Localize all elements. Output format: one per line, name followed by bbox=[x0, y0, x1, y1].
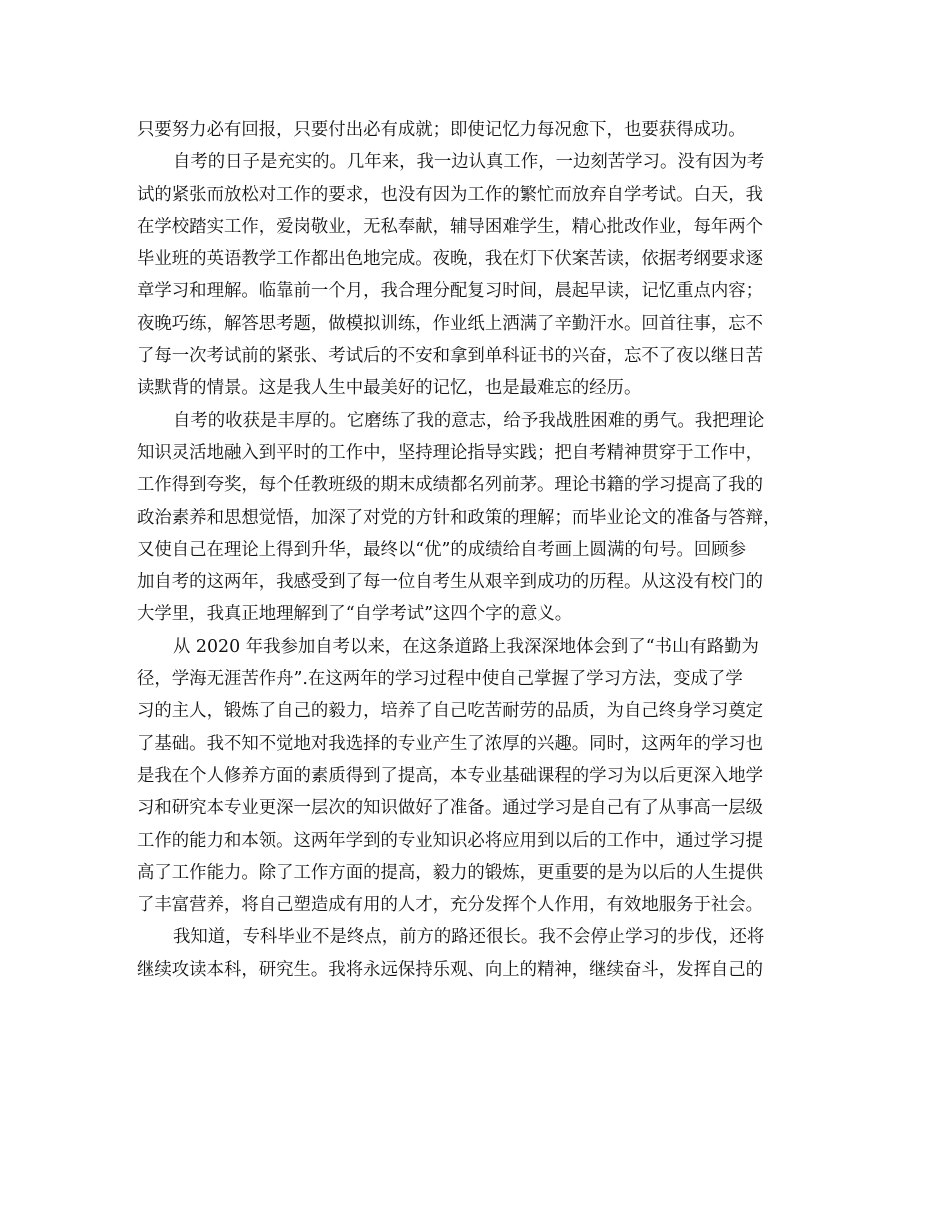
paragraph-line: 工作得到夸奖，每个任教班级的期末成绩都名列前茅。理论书籍的学习提高了我的 bbox=[137, 475, 764, 496]
paragraph-line: 习和研究本专业更深一层次的知识做好了准备。通过学习是自己有了从事高一层级 bbox=[137, 798, 764, 819]
paragraph-line: 是我在个人修养方面的素质得到了提高，本专业基础课程的学习为以后更深入地学 bbox=[137, 765, 764, 786]
paragraph-line: 又使自己在理论上得到升华，最终以“优”的成绩给自考画上圆满的句号。回顾参 bbox=[137, 539, 747, 560]
paragraph-line: 径，学海无涯苦作舟”.在这两年的学习过程中使自己掌握了学习方法，变成了学 bbox=[137, 669, 743, 690]
paragraph-line: 加自考的这两年，我感受到了每一位自考生从艰辛到成功的历程。从这没有校门的 bbox=[137, 572, 764, 593]
paragraph-line: 高了工作能力。除了工作方面的提高，毅力的锻炼，更重要的是为以后的人生提供 bbox=[137, 862, 764, 883]
paragraph-line: 知识灵活地融入到平时的工作中，坚持理论指导实践；把自考精神贯穿于工作中， bbox=[137, 442, 764, 463]
paragraph-line: 工作的能力和本领。这两年学到的专业知识必将应用到以后的工作中，通过学习提 bbox=[137, 830, 764, 851]
paragraph-line: 了每一次考试前的紧张、考试后的不安和拿到单科证书的兴奋，忘不了夜以继日苦 bbox=[137, 346, 764, 367]
paragraph-line: 读默背的情景。这是我人生中最美好的记忆，也是最难忘的经历。 bbox=[137, 378, 642, 399]
paragraph-line: 政治素养和思想觉悟，加深了对党的方针和政策的理解；而毕业论文的准备与答辩， bbox=[137, 507, 781, 528]
paragraph-line: 自考的日子是充实的。几年来，我一边认真工作，一边刻苦学习。没有因为考 bbox=[173, 152, 765, 173]
paragraph-line: 了基础。我不知不觉地对我选择的专业产生了浓厚的兴趣。同时，这两年的学习也 bbox=[137, 733, 764, 754]
document-body bbox=[137, 114, 813, 986]
paragraph-line: 继续攻读本科，研究生。我将永远保持乐观、向上的精神，继续奋斗，发挥自己的 bbox=[137, 959, 764, 980]
paragraph-line: 在学校踏实工作，爱岗敬业，无私奉献，辅导困难学生，精心批改作业，每年两个 bbox=[137, 216, 764, 237]
paragraph-line: 毕业班的英语教学工作都出色地完成。夜晚，我在灯下伏案苦读，依据考纲要求逐 bbox=[137, 249, 764, 270]
paragraph-line: 我知道，专科毕业不是终点，前方的路还很长。我不会停止学习的步伐，还将 bbox=[173, 927, 765, 948]
paragraph-line: 试的紧张而放松对工作的要求，也没有因为工作的繁忙而放弃自学考试。白天，我 bbox=[137, 184, 764, 205]
paragraph-line: 夜晚巧练，解答思考题，做模拟训练，作业纸上洒满了辛勤汗水。回首往事，忘不 bbox=[137, 313, 764, 334]
paragraph-line: 大学里，我真正地理解到了“自学考试”这四个字的意义。 bbox=[137, 604, 573, 625]
paragraph-line: 只要努力必有回报，只要付出必有成就；即使记忆力每况愈下，也要获得成功。 bbox=[137, 120, 746, 140]
paragraph-line: 了丰富营养，将自己塑造成有用的人才，充分发挥个人作用，有效地服务于社会。 bbox=[137, 895, 764, 916]
paragraph-line: 从 2020 年我参加自考以来，在这条道路上我深深地体会到了“书山有路勤为 bbox=[173, 636, 759, 657]
paragraph-line: 自考的收获是丰厚的。它磨练了我的意志，给予我战胜困难的勇气。我把理论 bbox=[173, 410, 765, 431]
paragraph-line: 章学习和理解。临靠前一个月，我合理分配复习时间，晨起早读，记忆重点内容； bbox=[137, 281, 764, 302]
paragraph-line: 习的主人，锻炼了自己的毅力，培养了自己吃苦耐劳的品质，为自己终身学习奠定 bbox=[137, 701, 764, 722]
